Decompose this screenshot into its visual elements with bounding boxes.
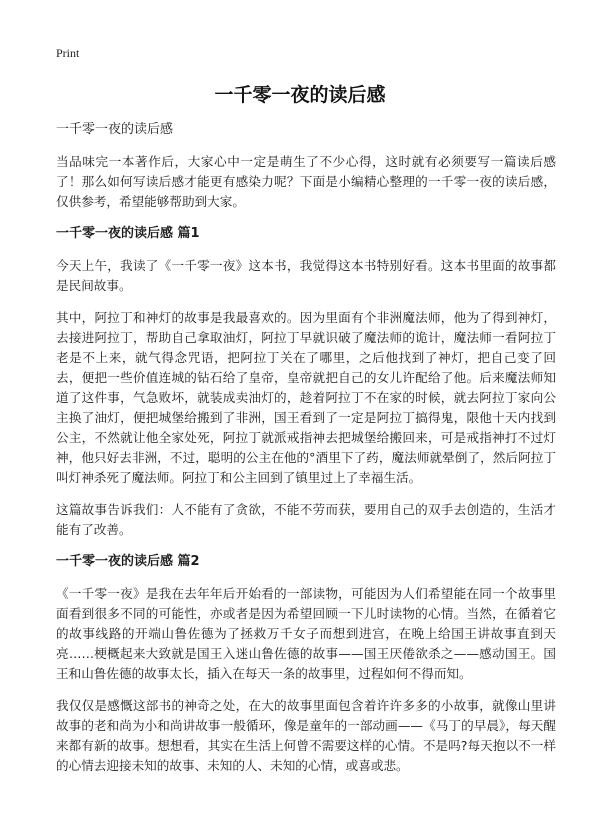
section-2-paragraph-1: 《一千零一夜》是我在去年年后开始看的一部读物，可能因为人们希望能在同一个故事里面看到很多不同的可能性，亦或者是因为希望回顾一下儿时读物的心情。当然，在循着它的故事线路的开端山鲁佐德为了拯救万千女子而想到进宫，在晚上给国王讲故事直到天亮……梗概起来大致就是国王入迷山鲁佐德的故事——国王厌倦欲杀之——感动国王。国王和山鲁佐德的故事太长，插入在每天一条的故事里，过程如何不得而知。 bbox=[56, 586, 556, 681]
section-1-paragraph-2: 其中，阿拉丁和神灯的故事是我最喜欢的。因为里面有个非洲魔法师，他为了得到神灯，去接进阿拉丁，帮助自己拿取油灯，阿拉丁早就识破了魔法师的诡计，魔法师一看阿拉丁老是不上来，就气得念咒语，把阿拉丁关在了哪里，之后他找到了神灯，把自己变了回去，便把一些价值连城的钻石给了皇帝，皇帝就把自己的女儿许配给了他。后来魔法师知道了这件事，气急败坏，就装成卖油灯的，趁着阿拉丁不在家的时候，就去阿拉丁家向公主换了油灯，便把城堡给搬到了非洲，国王看到了一定是阿拉丁搞得鬼，限他十天内找到公主，不然就让他全家处死，阿拉丁就派戒指神去把城堡给搬回来，可是戒指神打不过灯神，他只好去非洲，不过，聪明的公主在他的°酒里下了药，魔法师就晕倒了，然后阿拉丁叫灯神杀死了魔法师。阿拉丁和公主回到了镇里过上了幸福生活。 bbox=[56, 310, 556, 485]
section-1-paragraph-1: 今天上午，我读了《一千零一夜》这本书，我觉得这本书特别好看。这本书里面的故事都是民间故事。 bbox=[56, 258, 556, 293]
print-link[interactable]: Print bbox=[56, 46, 80, 60]
section-heading-1: 一千零一夜的读后感 篇1 bbox=[56, 226, 200, 241]
intro-paragraph: 当品味完一本著作后，大家心中一定是萌生了不少心得，这时就有必须要写一篇读后感了！那么如何写读后感才能更有感染力呢？下面是小编精心整理的一千零一夜的读后感，仅供参考，希望能够帮助到大家。 bbox=[56, 154, 556, 209]
section-1-paragraph-3: 这篇故事告诉我们：人不能有了贪欲，不能不劳而获，要用自己的双手去创造的，生活才能有了改善。 bbox=[56, 502, 556, 537]
article-body bbox=[56, 120, 556, 788]
article-subtitle: 一千零一夜的读后感 bbox=[56, 122, 174, 137]
page-title: 一千零一夜的读后感 bbox=[214, 84, 386, 106]
section-heading-2: 一千零一夜的读后感 篇2 bbox=[56, 554, 200, 569]
section-2-paragraph-2: 我仅仅是感慨这部书的神奇之处，在大的故事里面包含着许许多多的小故事，就像山里讲故事的老和尚为小和尚讲故事一般循环，像是童年的一部动画——《马丁的早晨》，每天醒来都有新的故事。想想看，其实在生活上何曾不需要这样的心情。不是吗?每天抱以不一样的心情去迎接未知的故事、未知的人、未知的心情，或喜或悲。 bbox=[56, 698, 556, 773]
